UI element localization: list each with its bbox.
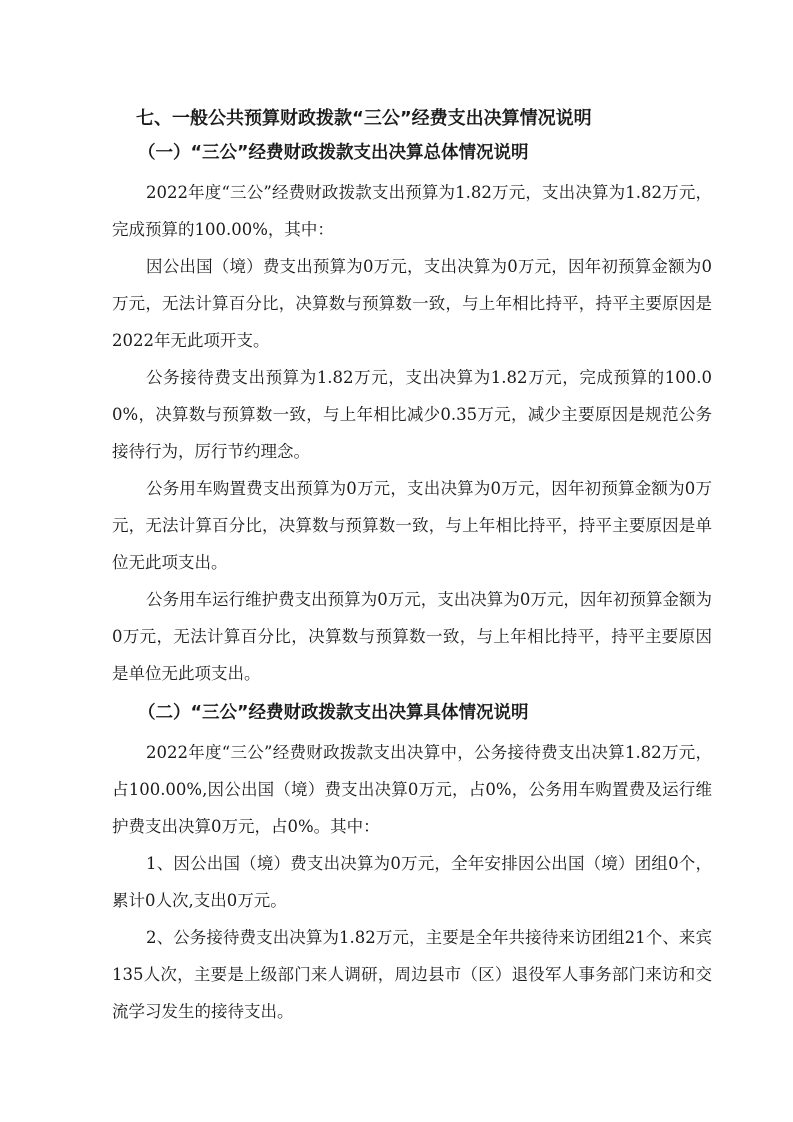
subsection-heading-1: （一）“三公”经费财政拨款支出决算总体情况说明	[138, 143, 529, 163]
subsection-heading-2: （二）“三公”经费财政拨款支出决算具体情况说明	[138, 703, 529, 723]
paragraph: 公务用车运行维护费支出预算为0万元，支出决算为0万元，因年初预算金额为0万元，无法计算百分比，决算数与预算数一致，与上年相比持平，持平主要原因是单位无此项支出。	[112, 590, 712, 683]
paragraph: 公务接待费支出预算为1.82万元，支出决算为1.82万元，完成预算的100.00%，决算数与预算数一致，与上年相比减少0.35万元，减少主要原因是规范公务接待行为，厉行节约理念。	[112, 368, 712, 461]
paragraph: 1、因公出国（境）费支出决算为0万元，全年安排因公出国（境）团组0个，累计0人次,支出0万元。	[112, 854, 712, 910]
paragraph: 公务用车购置费支出预算为0万元，支出决算为0万元，因年初预算金额为0万元，无法计算百分比，决算数与预算数一致，与上年相比持平，持平主要原因是单位无此项支出。	[112, 479, 712, 572]
paragraph: 因公出国（境）费支出预算为0万元，支出决算为0万元，因年初预算金额为0万元，无法计算百分比，决算数与预算数一致，与上年相比持平，持平主要原因是2022年无此项开支。	[112, 257, 712, 350]
document-page	[112, 104, 712, 1030]
paragraph: 2022年度“三公”经费财政拨款支出决算中，公务接待费支出决算1.82万元，占100.00%,因公出国（境）费支出决算0万元，占0%，公务用车购置费及运行维护费支出决算0万元，占0%。其中：	[112, 743, 712, 836]
paragraph: 2022年度“三公”经费财政拨款支出预算为1.82万元，支出决算为1.82万元，完成预算的100.00%，其中：	[112, 183, 712, 239]
section-title: 七、一般公共预算财政拨款“三公”经费支出决算情况说明	[136, 108, 592, 129]
paragraph: 2、公务接待费支出决算为1.82万元，主要是全年共接待来访团组21个、来宾135人次，主要是上级部门来人调研，周边县市（区）退役军人事务部门来访和交流学习发生的接待支出。	[112, 928, 712, 1021]
